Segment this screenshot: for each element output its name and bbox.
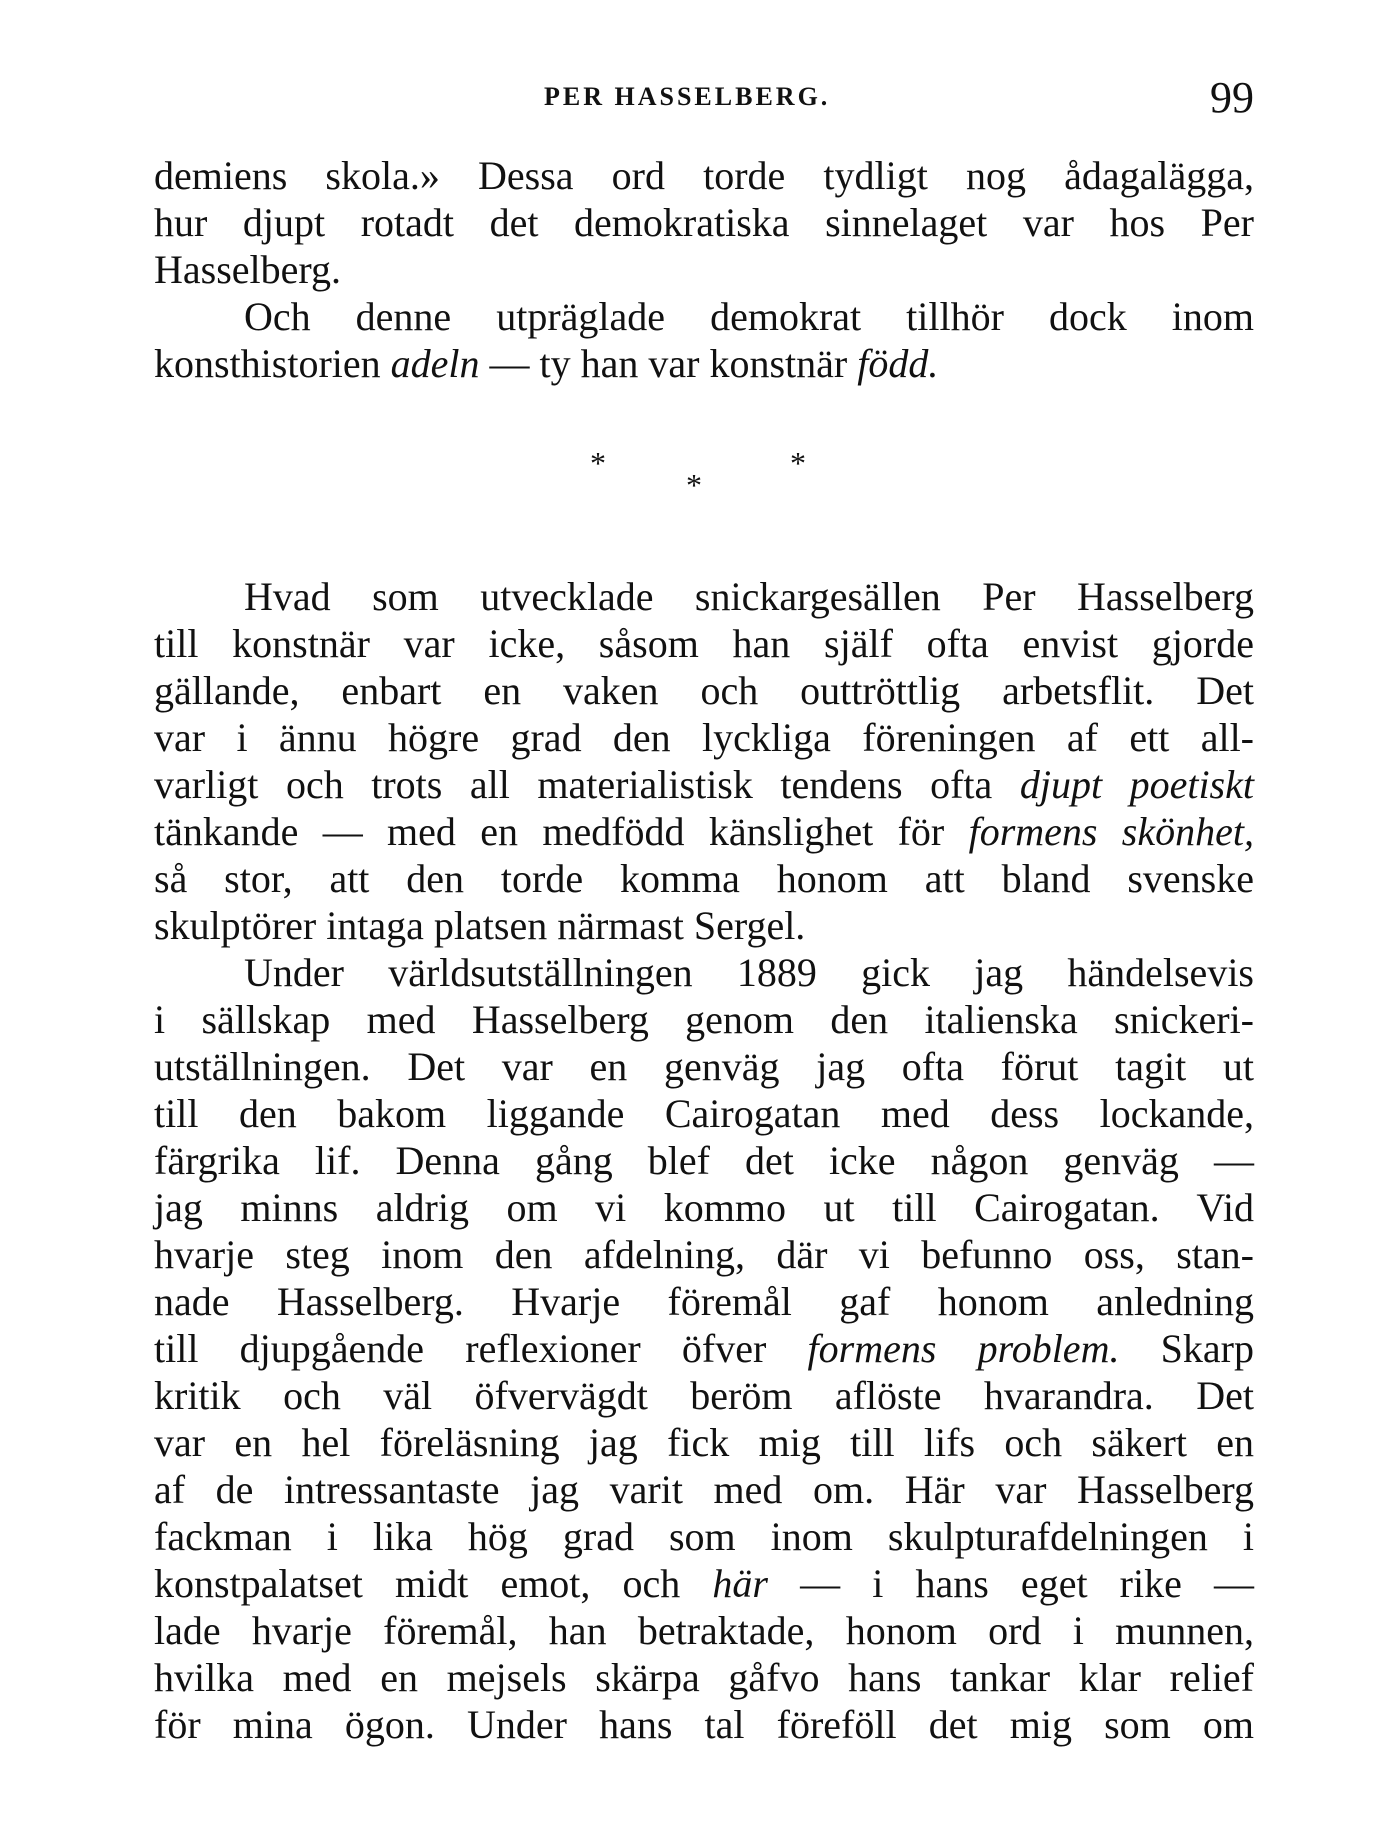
text-line: var i ännu högre grad den lyckliga föreningen af ett all- [154, 715, 1254, 760]
text-line [154, 1325, 1254, 1372]
text-line: hvilka med en mejsels skärpa gåfvo hans tankar klar relief [154, 1655, 1254, 1700]
text-line: skulptörer intaga platsen närmast Sergel. [154, 903, 806, 948]
text-line [154, 761, 1254, 808]
text-line: fackman i lika hög grad som inom skulpturafdelningen i [154, 1514, 1254, 1559]
italic-emphasis: formens problem. [807, 1326, 1120, 1371]
text-line [154, 340, 1254, 387]
text-line: för mina ögon. Under hans tal föreföll det mig som om [154, 1702, 1254, 1747]
page-number: 99 [1210, 73, 1254, 122]
text-line [154, 808, 1254, 855]
text-segment: — i hans eget rike — [768, 1561, 1254, 1606]
text-line: så stor, att den torde komma honom att bland svenske [154, 856, 1254, 901]
italic-emphasis: djupt poetiskt [1019, 762, 1254, 807]
asterisk-ornament: * [790, 445, 806, 481]
paragraph-block-bottom [154, 573, 1254, 1748]
text-line: Under världsutställningen 1889 gick jag händelsevis [244, 950, 1254, 995]
text-line: kritik och väl öfvervägdt beröm aflöste hvarandra. Det [154, 1373, 1254, 1418]
text-segment: konstpalatset midt emot, och [154, 1561, 713, 1606]
text-segment: tänkande — med en medfödd känslighet för [154, 809, 969, 854]
text-line: demiens skola.» Dessa ord torde tydligt nog ådagalägga, [154, 153, 1254, 198]
text-segment: Skarp [1119, 1326, 1254, 1371]
text-segment: varligt och trots all materialistisk tendens ofta [154, 762, 1020, 807]
text-line: gällande, enbart en vaken och outtröttlig arbetsflit. Det [154, 668, 1254, 713]
asterisk-ornament: * [686, 467, 702, 503]
text-line: Och denne utpräglade demokrat tillhör dock inom [244, 294, 1254, 339]
text-line: färgrika lif. Denna gång blef det icke någon genväg — [154, 1138, 1254, 1183]
text-line: i sällskap med Hasselberg genom den italienska snickeri- [154, 997, 1254, 1042]
italic-emphasis: adeln [390, 341, 480, 386]
text-line: var en hel föreläsning jag fick mig till lifs och säkert en [154, 1420, 1254, 1465]
italic-emphasis: formens skönhet, [968, 809, 1254, 854]
asterism-separator [560, 445, 840, 505]
text-segment: konsthistorien [154, 341, 391, 386]
text-segment: till djupgående reflexioner öfver [154, 1326, 808, 1371]
text-line: till den bakom liggande Cairogatan med dess lockande, [154, 1091, 1254, 1136]
asterisk-ornament: * [590, 445, 606, 481]
italic-emphasis: född. [857, 341, 939, 386]
paragraph-block-top [154, 152, 1254, 387]
text-line: hvarje steg inom den afdelning, där vi befunno oss, stan- [154, 1232, 1254, 1277]
text-line: Hasselberg. [154, 247, 341, 292]
text-line: lade hvarje föremål, han betraktade, honom ord i munnen, [154, 1608, 1254, 1653]
text-segment: — ty han var konstnär [479, 341, 858, 386]
running-title: PER HASSELBERG. [544, 82, 831, 111]
text-line: till konstnär var icke, såsom han själf ofta envist gjorde [154, 621, 1254, 666]
text-line [154, 1560, 1254, 1607]
text-line: nade Hasselberg. Hvarje föremål gaf honom anledning [154, 1279, 1254, 1324]
text-line: jag minns aldrig om vi kommo ut till Cairogatan. Vid [154, 1185, 1254, 1230]
running-head [154, 72, 1254, 122]
text-line: utställningen. Det var en genväg jag ofta förut tagit ut [154, 1044, 1254, 1089]
text-line: hur djupt rotadt det demokratiska sinnelaget var hos Per [154, 200, 1254, 245]
text-line: Hvad som utvecklade snickargesällen Per Hasselberg [244, 574, 1254, 619]
text-line: af de intressantaste jag varit med om. Här var Hasselberg [154, 1467, 1254, 1512]
italic-emphasis: här [712, 1561, 768, 1606]
